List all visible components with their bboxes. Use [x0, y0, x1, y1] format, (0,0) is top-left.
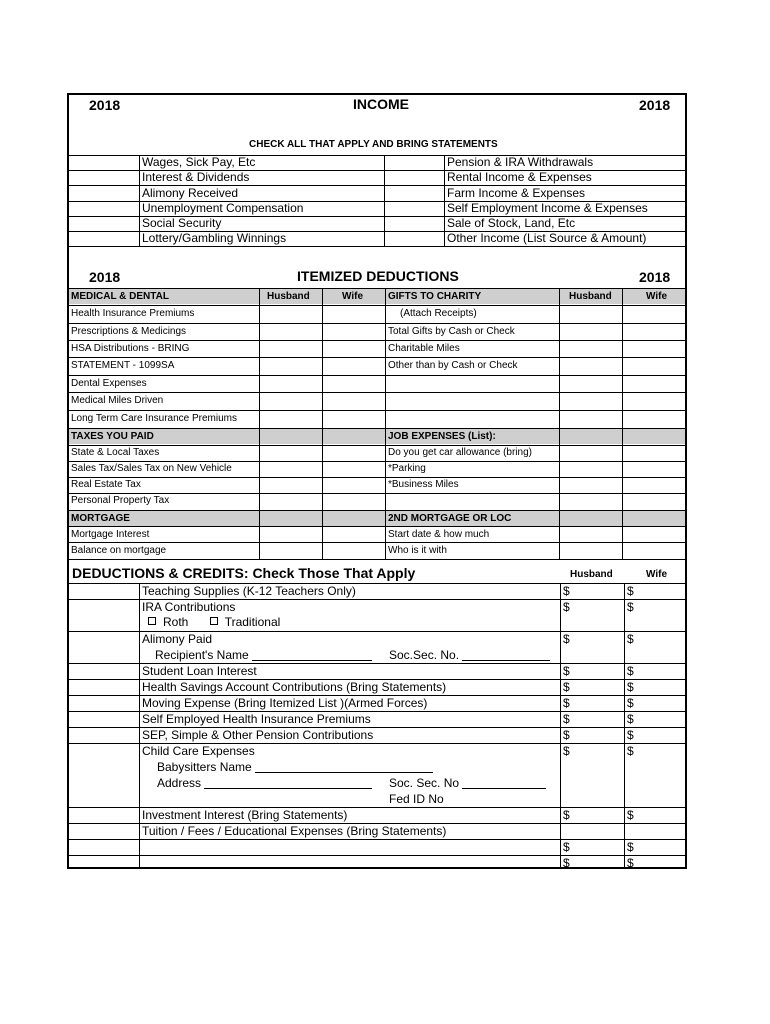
husband-dollar: $ — [563, 680, 570, 694]
wife-dollar: $ — [627, 712, 634, 726]
income-wages: Wages, Sick Pay, Etc — [142, 155, 256, 169]
tax-organizer-form — [67, 93, 687, 869]
second-mortgage-header: 2ND MORTGAGE OR LOC — [388, 513, 512, 524]
credit-child-care: Child Care Expenses — [142, 744, 255, 758]
credit-teaching: Teaching Supplies (K-12 Teachers Only) — [142, 584, 356, 598]
husband-dollar: $ — [563, 600, 570, 614]
charity-item: Charitable Miles — [388, 343, 460, 354]
taxes-paid-header: TAXES YOU PAID — [71, 431, 154, 442]
wife-dollar: $ — [627, 600, 634, 614]
wife-dollar: $ — [627, 744, 634, 758]
income-lottery: Lottery/Gambling Winnings — [142, 231, 287, 245]
husband-dollar: $ — [563, 856, 570, 870]
income-alimony: Alimony Received — [142, 186, 239, 200]
check-all-instruction: CHECK ALL THAT APPLY AND BRING STATEMENTS — [249, 139, 498, 150]
recipient-name-line[interactable] — [252, 649, 372, 661]
income-year-left: 2018 — [89, 97, 121, 113]
medical-item: Dental Expenses — [71, 378, 147, 389]
credit-moving: Moving Expense (Bring Itemized List )(Armed Forces) — [142, 696, 428, 710]
taxes-item: Personal Property Tax — [71, 495, 170, 506]
roth-checkbox[interactable] — [148, 617, 156, 625]
job-expenses-header: JOB EXPENSES (List): — [388, 431, 496, 442]
husband-dollar: $ — [563, 696, 570, 710]
charity-item: (Attach Receipts) — [400, 308, 477, 319]
traditional-checkbox[interactable] — [210, 617, 218, 625]
credit-ira: IRA Contributions — [142, 600, 236, 614]
babysitter-address: Address — [157, 776, 372, 791]
babysitter-socsec: Soc. Sec. No — [389, 776, 546, 791]
medical-item: Long Term Care Insurance Premiums — [71, 413, 237, 424]
wife-dollar: $ — [627, 840, 634, 854]
itemized-husband-col: Husband — [267, 291, 310, 302]
charity-husband-col: Husband — [569, 291, 612, 302]
mortgage-header: MORTGAGE — [71, 513, 130, 524]
income-year-right: 2018 — [639, 97, 671, 113]
credits-title: DEDUCTIONS & CREDITS: Check Those That Apply — [72, 565, 416, 581]
medical-dental-header: MEDICAL & DENTAL — [71, 291, 169, 302]
husband-dollar: $ — [563, 632, 570, 646]
credit-student-loan: Student Loan Interest — [142, 664, 257, 678]
income-interest: Interest & Dividends — [142, 170, 250, 184]
credit-investment: Investment Interest (Bring Statements) — [142, 808, 348, 822]
charity-wife-col: Wife — [646, 291, 668, 302]
wife-dollar: $ — [627, 664, 634, 678]
medical-item: STATEMENT - 1099SA — [71, 360, 175, 371]
husband-dollar: $ — [563, 728, 570, 742]
income-social-security: Social Security — [142, 216, 222, 230]
mortgage-item: Balance on mortgage — [71, 545, 167, 556]
income-other: Other Income (List Source & Amount) — [447, 231, 647, 245]
job-item: *Business Miles — [388, 479, 459, 490]
socsec2-line[interactable] — [462, 777, 546, 789]
credit-sep: SEP, Simple & Other Pension Contributions — [142, 728, 374, 742]
husband-dollar: $ — [563, 584, 570, 598]
credit-hsa: Health Savings Account Contributions (Bring Statements) — [142, 680, 447, 694]
income-pension: Pension & IRA Withdrawals — [447, 155, 594, 169]
alimony-socsec: Soc.Sec. No. — [389, 648, 550, 663]
taxes-item: State & Local Taxes — [71, 447, 160, 458]
socsec-line[interactable] — [462, 649, 550, 661]
income-unemployment: Unemployment Compensation — [142, 201, 304, 215]
babysitter-name-line[interactable] — [255, 761, 433, 773]
husband-dollar: $ — [563, 840, 570, 854]
second-mortgage-item: Who is it with — [388, 545, 447, 556]
itemized-wife-col: Wife — [342, 291, 364, 302]
wife-dollar: $ — [627, 728, 634, 742]
babysitter-name: Babysitters Name — [157, 760, 433, 775]
husband-dollar: $ — [563, 744, 570, 758]
taxes-item: Real Estate Tax — [71, 479, 141, 490]
medical-item: Prescriptions & Medicings — [71, 326, 187, 337]
income-sale-of-stock: Sale of Stock, Land, Etc — [447, 216, 576, 230]
income-farm: Farm Income & Expenses — [447, 186, 586, 200]
wife-dollar: $ — [627, 808, 634, 822]
income-rental: Rental Income & Expenses — [447, 170, 592, 184]
medical-item: Health Insurance Premiums — [71, 308, 195, 319]
wife-dollar: $ — [627, 680, 634, 694]
job-item: Do you get car allowance (bring) — [388, 447, 532, 458]
mortgage-item: Mortgage Interest — [71, 529, 150, 540]
wife-dollar: $ — [627, 584, 634, 598]
itemized-year-right: 2018 — [639, 269, 671, 285]
alimony-recipient: Recipient's Name — [155, 648, 372, 663]
wife-dollar: $ — [627, 856, 634, 870]
husband-dollar: $ — [563, 664, 570, 678]
income-title: INCOME — [353, 96, 409, 112]
ira-options: Roth Traditional — [148, 615, 280, 630]
second-mortgage-item: Start date & how much — [388, 529, 490, 540]
credits-husband-col: Husband — [570, 569, 613, 580]
taxes-item: Sales Tax/Sales Tax on New Vehicle — [71, 463, 232, 474]
itemized-year-left: 2018 — [89, 269, 121, 285]
charity-item: Other than by Cash or Check — [388, 360, 518, 371]
job-item: *Parking — [388, 463, 426, 474]
income-self-employment: Self Employment Income & Expenses — [447, 201, 648, 215]
wife-dollar: $ — [627, 632, 634, 646]
babysitter-fed-id: Fed ID No — [389, 792, 444, 806]
husband-dollar: $ — [563, 712, 570, 726]
credit-alimony: Alimony Paid — [142, 632, 213, 646]
medical-item: Medical Miles Driven — [71, 395, 164, 406]
credit-self-health: Self Employed Health Insurance Premiums — [142, 712, 371, 726]
gifts-charity-header: GIFTS TO CHARITY — [388, 291, 482, 302]
medical-item: HSA Distributions - BRING — [71, 343, 190, 354]
address-line[interactable] — [204, 777, 372, 789]
wife-dollar: $ — [627, 696, 634, 710]
itemized-title: ITEMIZED DEDUCTIONS — [297, 268, 459, 284]
credit-tuition: Tuition / Fees / Educational Expenses (Bring Statements) — [142, 824, 447, 838]
husband-dollar: $ — [563, 808, 570, 822]
charity-item: Total Gifts by Cash or Check — [388, 326, 515, 337]
credits-wife-col: Wife — [646, 569, 668, 580]
